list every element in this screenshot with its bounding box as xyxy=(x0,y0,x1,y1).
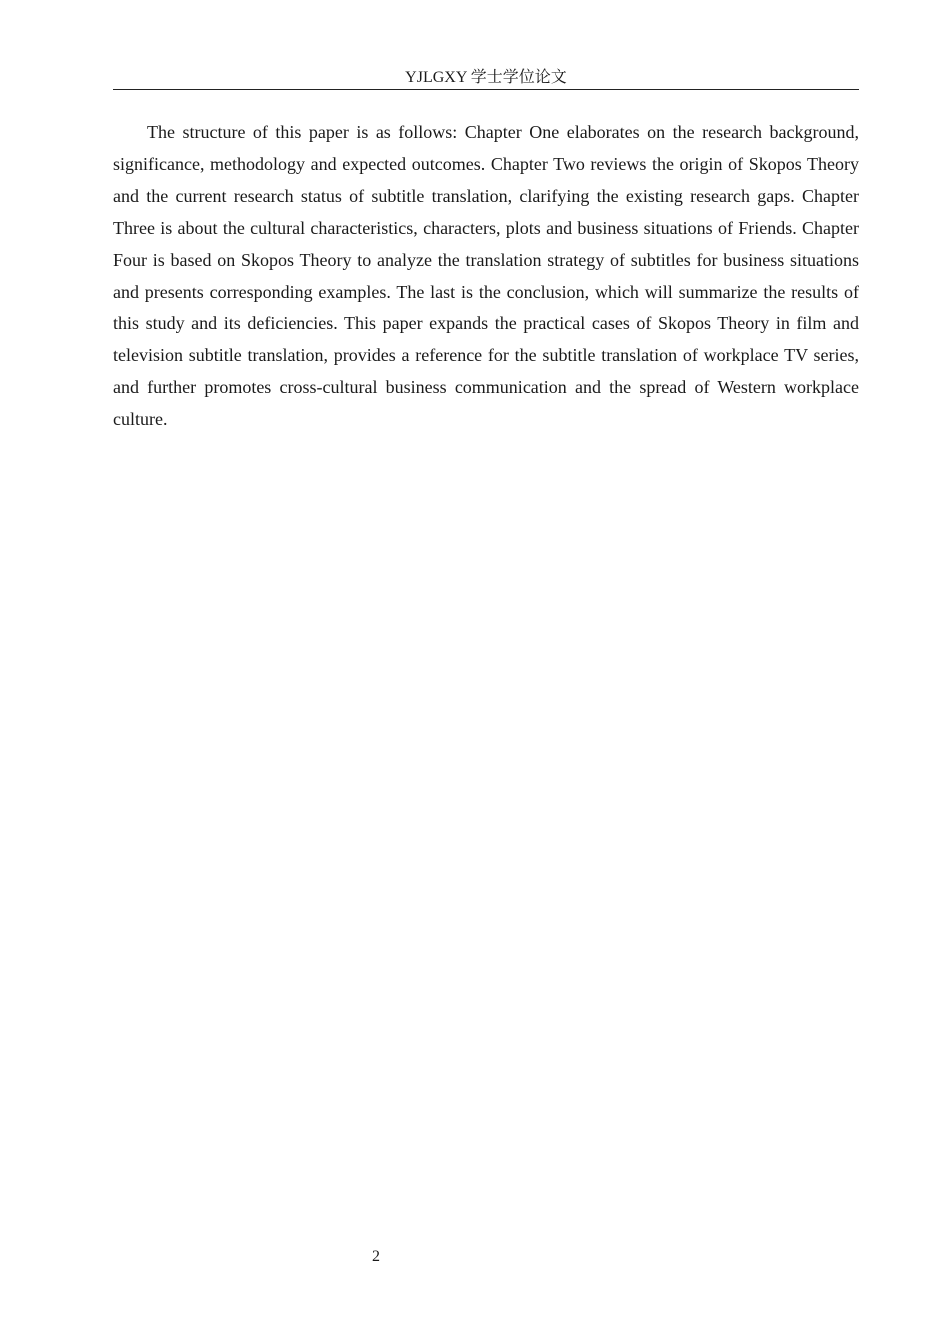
header-divider xyxy=(113,89,859,90)
running-header: YJLGXY 学士学位论文 xyxy=(405,69,567,86)
body-paragraph: The structure of this paper is as follows: Chapter One elaborates on the research background, significance, methodology and expected outcomes. Chapter Two reviews the origin of Skopos Theory and the current research status of subtitle translation, clarifying the existing research gaps. Chapter Three is about the cultural characteristics, characters, plots and business situations of Friends. Chapter Four is based on Skopos Theory to analyze the translation strategy of subtitles for business situations and presents corresponding examples. The last is the conclusion, which will summarize the results of this study and its deficiencies. This paper expands the practical cases of Skopos Theory in film and television subtitle translation, provides a reference for the subtitle translation of workplace TV series, and further promotes cross-cultural business communication and the spread of Western workplace culture. xyxy=(113,122,859,430)
page-number: 2 xyxy=(372,1248,380,1265)
